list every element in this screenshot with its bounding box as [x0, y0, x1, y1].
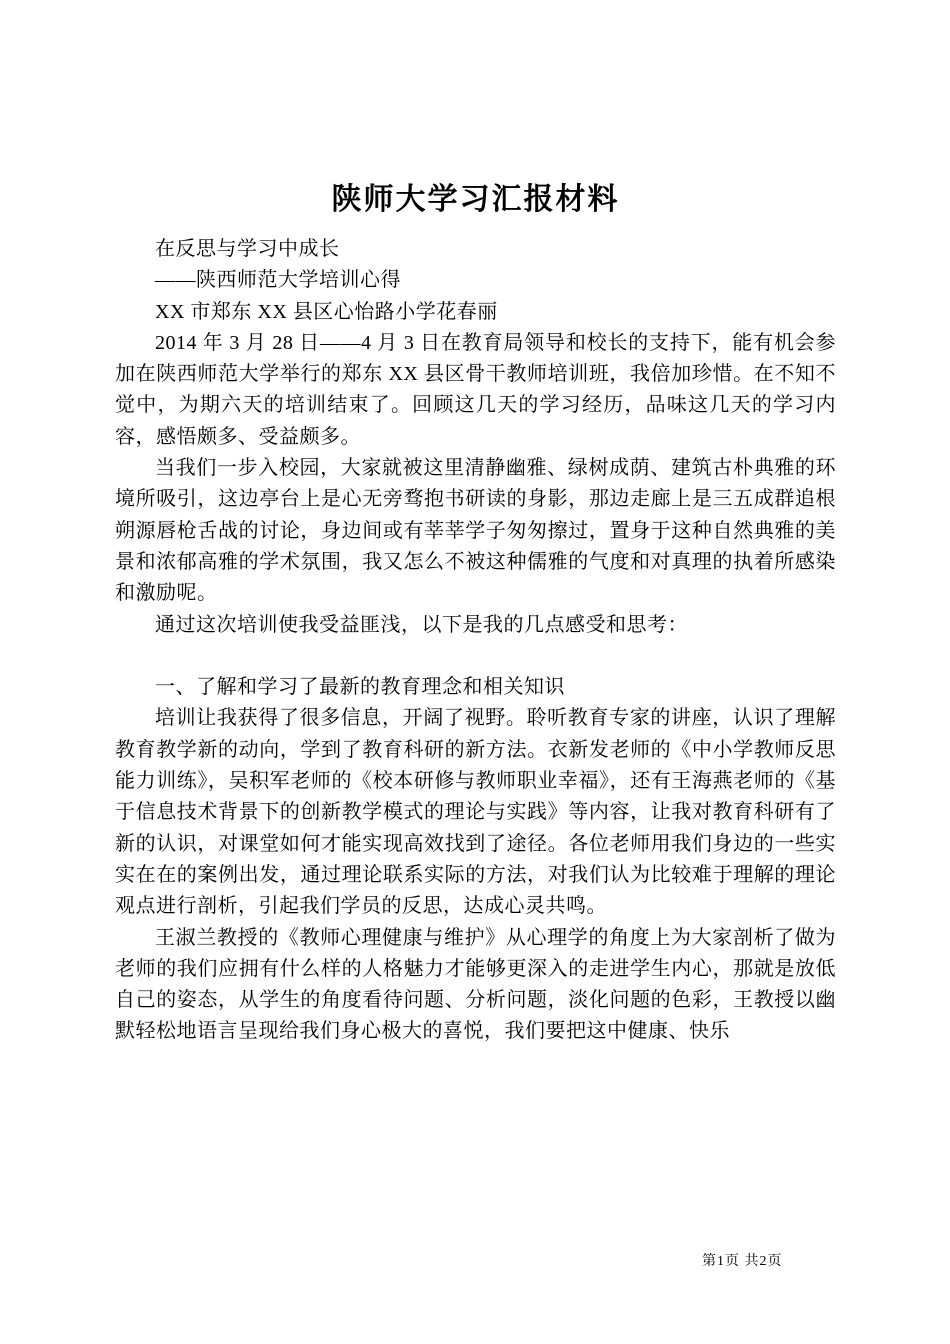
paragraph: 王淑兰教授的《教师心理健康与维护》从心理学的角度上为大家剖析了做为老师的我们应拥有什么样的人格魅力才能够更深入的走进学生内心，那就是放低自己的姿态，从学生的角度看待问题、分析问题，淡化问题的色彩，王教授以幽默轻松地语言呈现给我们身心极大的喜悦，我们要把这中健康、快乐	[115, 926, 836, 1043]
paragraph: 培训让我获得了很多信息，开阔了视野。聆听教育专家的讲座，认识了理解教育教学新的动向，学到了教育科研的新方法。衣新发老师的《中小学教师反思能力训练》，吴积军老师的《校本研修与教师职业幸福》，还有王海燕老师的《基于信息技术背景下的创新教学模式的理论与实践》等内容，让我对教育科研有了新的认识，对课堂如何才能实现高效找到了途径。各位老师用我们身边的一些实实在在的案例出发，通过理论联系实际的方法，对我们认为比较难于理解的理论观点进行剖析，引起我们学员的反思，达成心灵共鸣。	[115, 707, 836, 918]
paragraph: 通过这次培训使我受益匪浅，以下是我的几点感受和思考：	[155, 613, 688, 636]
document-title: 陕师大学习汇报材料	[331, 183, 620, 216]
paragraph-subtitle: 在反思与学习中成长	[155, 238, 340, 260]
paragraph: 当我们一步入校园，大家就被这里清静幽雅、绿树成荫、建筑古朴典雅的环境所吸引，这边亭台上是心无旁骛抱书研读的身影，那边走廊上是三五成群追根朔源唇枪舌战的讨论，身边间或有莘莘学子匆匆擦过，置身于这种自然典雅的美景和浓郁高雅的学术氛围，我又怎么不被这种儒雅的气度和对真理的执着所感染和激励呢。	[115, 457, 836, 605]
page-footer	[702, 1250, 783, 1270]
page-number-label: 第1页 共2页	[702, 1254, 783, 1269]
paragraph-subtitle-dash: ——陕西师范大学培训心得	[155, 269, 401, 292]
paragraph-section-heading: 一、了解和学习了最新的教育理念和相关知识	[155, 676, 565, 699]
paragraph-author-line: XX 市郑东 XX 县区心怡路小学花春丽	[155, 300, 498, 323]
document-body	[115, 182, 836, 1048]
paragraph-blank	[115, 641, 836, 672]
paragraph: 2014 年 3 月 28 日——4 月 3 日在教育局领导和校长的支持下，能有机会参加在陕西师范大学举行的郑东 XX 县区骨干教师培训班，我倍加珍惜。在不知不觉中，为期六天的培训结束了。回顾这几天的学习经历，品味这几天的学习内容，感悟颇多、受益颇多。	[115, 331, 836, 448]
